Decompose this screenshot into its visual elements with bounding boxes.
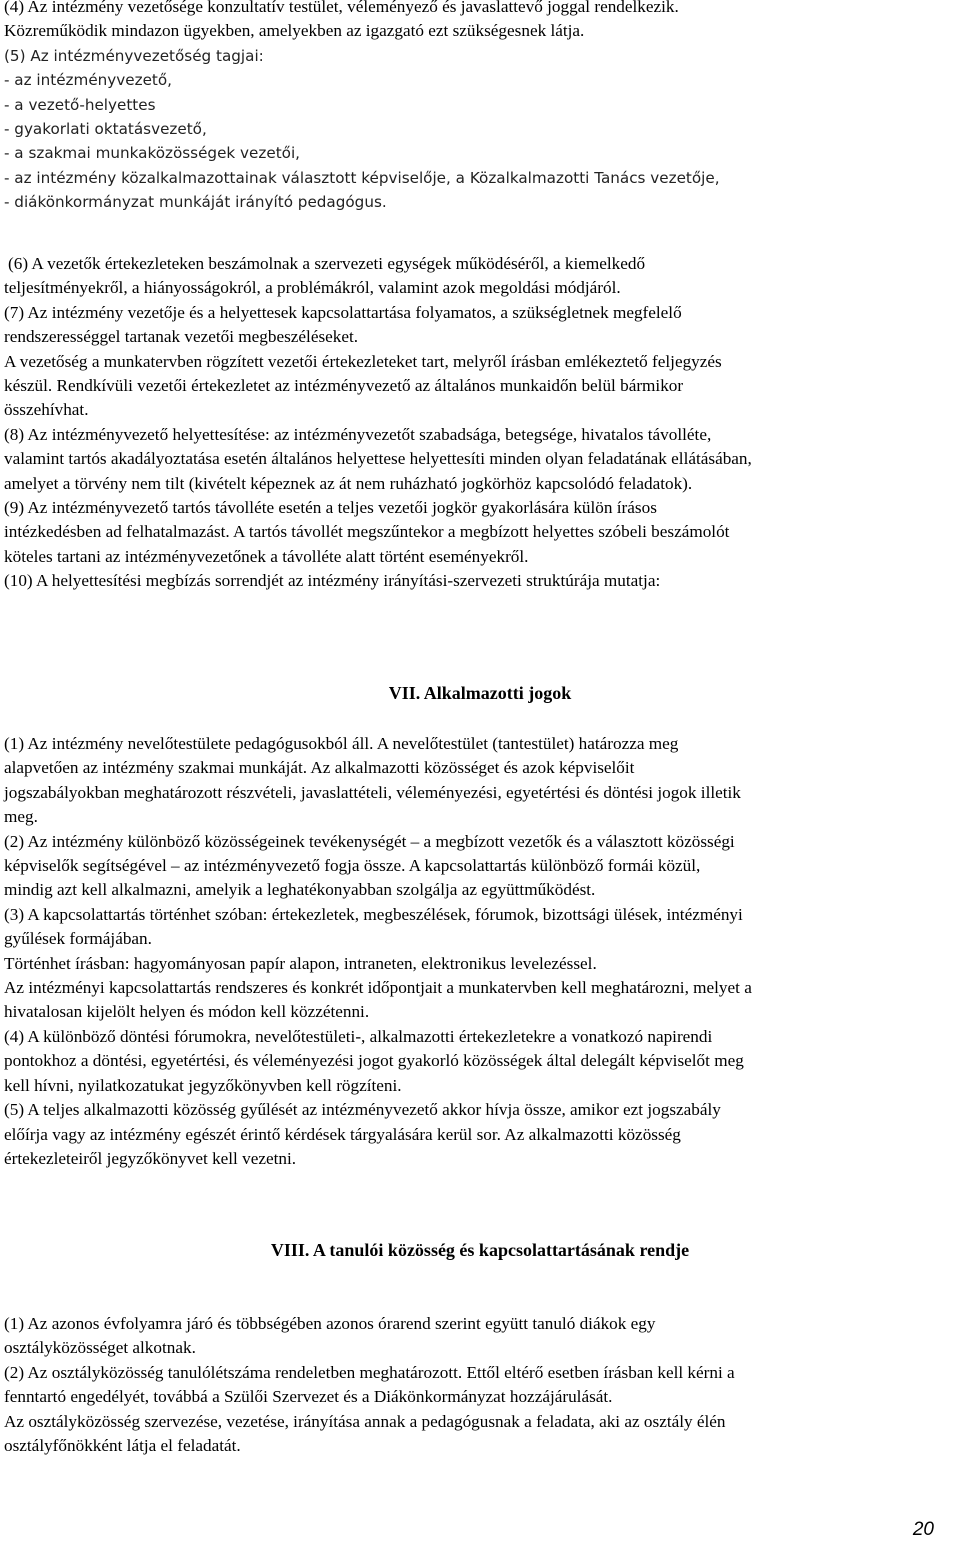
text-line: hivatalosan kijelölt helyen és módon kell közzétenni. bbox=[4, 1002, 370, 1022]
text-line: (8) Az intézményvezető helyettesítése: az intézményvezetőt szabadsága, betegsége, hivatalos távolléte, bbox=[4, 424, 712, 444]
leadership-section bbox=[4, 0, 956, 215]
text-line: amelyet a törvény nem tilt (kivételt képeznek az át nem ruházható jogkörhöz kapcsolódó feladatok). bbox=[4, 473, 693, 493]
text-line: intézkedésben ad felhatalmazást. A tartós távollét megszűntekor a megbízott helyettes szóbeli beszámolót bbox=[4, 522, 730, 542]
text-line: osztályközösséget alkotnak. bbox=[4, 1338, 196, 1358]
text-line: köteles tartani az intézményvezetőnek a távolléte alatt történt eseményekről. bbox=[4, 546, 529, 566]
text-line: alapvetően az intézmény szakmai munkáját. Az alkalmazotti közösséget és azok képviselőit bbox=[4, 758, 635, 778]
page-number: 20 bbox=[912, 1519, 934, 1540]
text-line: összehívhat. bbox=[4, 400, 89, 420]
text-line: (1) Az azonos évfolyamra járó és többségében azonos órarend szerint együtt tanuló diákok egy bbox=[4, 1314, 656, 1333]
text-line: valamint tartós akadályoztatása esetén általános helyettese helyettesíti minden olyan feladatának ellátásában, bbox=[4, 449, 752, 469]
text-line: (5) A teljes alkalmazotti közösség gyűlését az intézményvezető akkor hívja össze, amikor ezt jogszabály bbox=[4, 1100, 721, 1120]
list-item: - a szakmai munkaközösségek vezetői, bbox=[4, 144, 300, 163]
text-line: készül. Rendkívüli vezetői értekezletet az intézményvezető az általános munkaidőn belül bármikor bbox=[4, 376, 684, 396]
student-community-section bbox=[4, 1312, 956, 1458]
employee-rights-section bbox=[4, 732, 956, 1171]
section-heading: VIII. A tanulói közösség és kapcsolattartásának rendje bbox=[270, 1240, 690, 1260]
text-line: jogszabályokban meghatározott részvételi, javaslattételi, véleményezési, egyetértési és döntési jogok illetik bbox=[4, 782, 741, 802]
list-item: - a vezető-helyettes bbox=[4, 95, 156, 114]
text-line: Az intézményi kapcsolattartás rendszeres és konkrét időpontjait a munkatervben kell meghatározni, melyet a bbox=[4, 978, 752, 998]
text-line: kell hívni, nyilatkozatukat jegyzőkönyvben kell rögzíteni. bbox=[4, 1075, 402, 1095]
text-line: képviselők segítségével – az intézményvezető fogja össze. A kapcsolattartás különböző formái közül, bbox=[4, 856, 701, 876]
section-heading: VII. Alkalmazotti jogok bbox=[388, 683, 572, 703]
leadership-meetings-section bbox=[4, 252, 956, 594]
text-line: előírja vagy az intézmény egészét érintő kérdések tárgyalására kerül sor. Az alkalmazotti közösség bbox=[4, 1124, 681, 1144]
text-line: Közreműködik mindazon ügyekben, amelyekben az igazgató ezt szükségesnek látja. bbox=[4, 21, 585, 41]
text-line: A vezetőség a munkatervben rögzített vezetői értekezleteket tart, melyről írásban emlékeztető feljegyzés bbox=[4, 351, 722, 371]
text-line: mindig azt kell alkalmazni, amelyik a leghatékonyabban szolgálja az együttműködést. bbox=[4, 880, 596, 900]
list-item: - diákönkormányzat munkáját irányító pedagógus. bbox=[4, 193, 387, 212]
text-line: (7) Az intézmény vezetője és a helyettesek kapcsolattartása folyamatos, a szükségletnek megfelelő bbox=[4, 302, 682, 322]
list-item: - az intézmény közalkalmazottainak választott képviselője, a Közalkalmazotti Tanács vezetője, bbox=[4, 168, 720, 187]
text-line: gyűlések formájában. bbox=[4, 929, 152, 949]
list-item: - gyakorlati oktatásvezető, bbox=[4, 120, 207, 139]
text-line: pontokhoz a döntési, egyetértési, és véleményezési jogot gyakorló közösségek által delegált képviselőt meg bbox=[4, 1051, 744, 1071]
text-line: (4) A különböző döntési fórumokra, nevelőtestületi-, alkalmazotti értekezletekre a vonatkozó napirendi bbox=[4, 1026, 713, 1046]
text-line: (10) A helyettesítési megbízás sorrendjét az intézmény irányítási-szervezeti struktúrája mutatja: bbox=[4, 571, 661, 591]
text-line: (4) Az intézmény vezetősége konzultatív testület, véleményező és javaslattevő joggal rendelkezik. bbox=[4, 0, 679, 16]
text-line: (2) Az intézmény különböző közösségeinek tevékenységét – a megbízott vezetők és a választott közösségi bbox=[4, 831, 735, 851]
text-line: Az osztályközösség szervezése, vezetése, irányítása annak a pedagógusnak a feladata, aki az osztály élén bbox=[4, 1411, 726, 1431]
text-line: osztályfőnökként látja el feladatát. bbox=[4, 1436, 241, 1456]
text-line: (5) Az intézményvezetőség tagjai: bbox=[4, 46, 264, 65]
text-line: (6) A vezetők értekezleteken beszámolnak a szervezeti egységek működéséről, a kiemelkedő bbox=[8, 254, 646, 273]
text-line: (1) Az intézmény nevelőtestülete pedagógusokból áll. A nevelőtestület (tantestület) határozza meg bbox=[4, 734, 679, 753]
text-line: rendszerességgel tartanak vezetői megbeszéléseket. bbox=[4, 327, 359, 347]
text-line: Történhet írásban: hagyományosan papír alapon, intraneten, elektronikus levelezéssel. bbox=[4, 953, 597, 973]
text-line: teljesítményekről, a hiányosságokról, a problémákról, valamint azok megoldási módjáról. bbox=[4, 278, 621, 298]
list-item: - az intézményvezető, bbox=[4, 71, 173, 90]
text-line: értekezleteiről jegyzőkönyvet kell vezetni. bbox=[4, 1148, 297, 1168]
text-line: (9) Az intézményvezető tartós távolléte esetén a teljes vezetői jogkör gyakorlására külön írásos bbox=[4, 498, 657, 518]
text-line: fenntartó engedélyét, továbbá a Szülői Szervezet és a Diákönkormányzat hozzájárulását. bbox=[4, 1387, 613, 1407]
text-line: (3) A kapcsolattartás történhet szóban: értekezletek, megbeszélések, fórumok, bizottsági ülések, intézményi bbox=[4, 904, 743, 924]
text-line: (2) Az osztályközösség tanulólétszáma rendeletben meghatározott. Ettől eltérő esetben írásban kell kérni a bbox=[4, 1362, 735, 1382]
text-line: meg. bbox=[4, 807, 38, 827]
